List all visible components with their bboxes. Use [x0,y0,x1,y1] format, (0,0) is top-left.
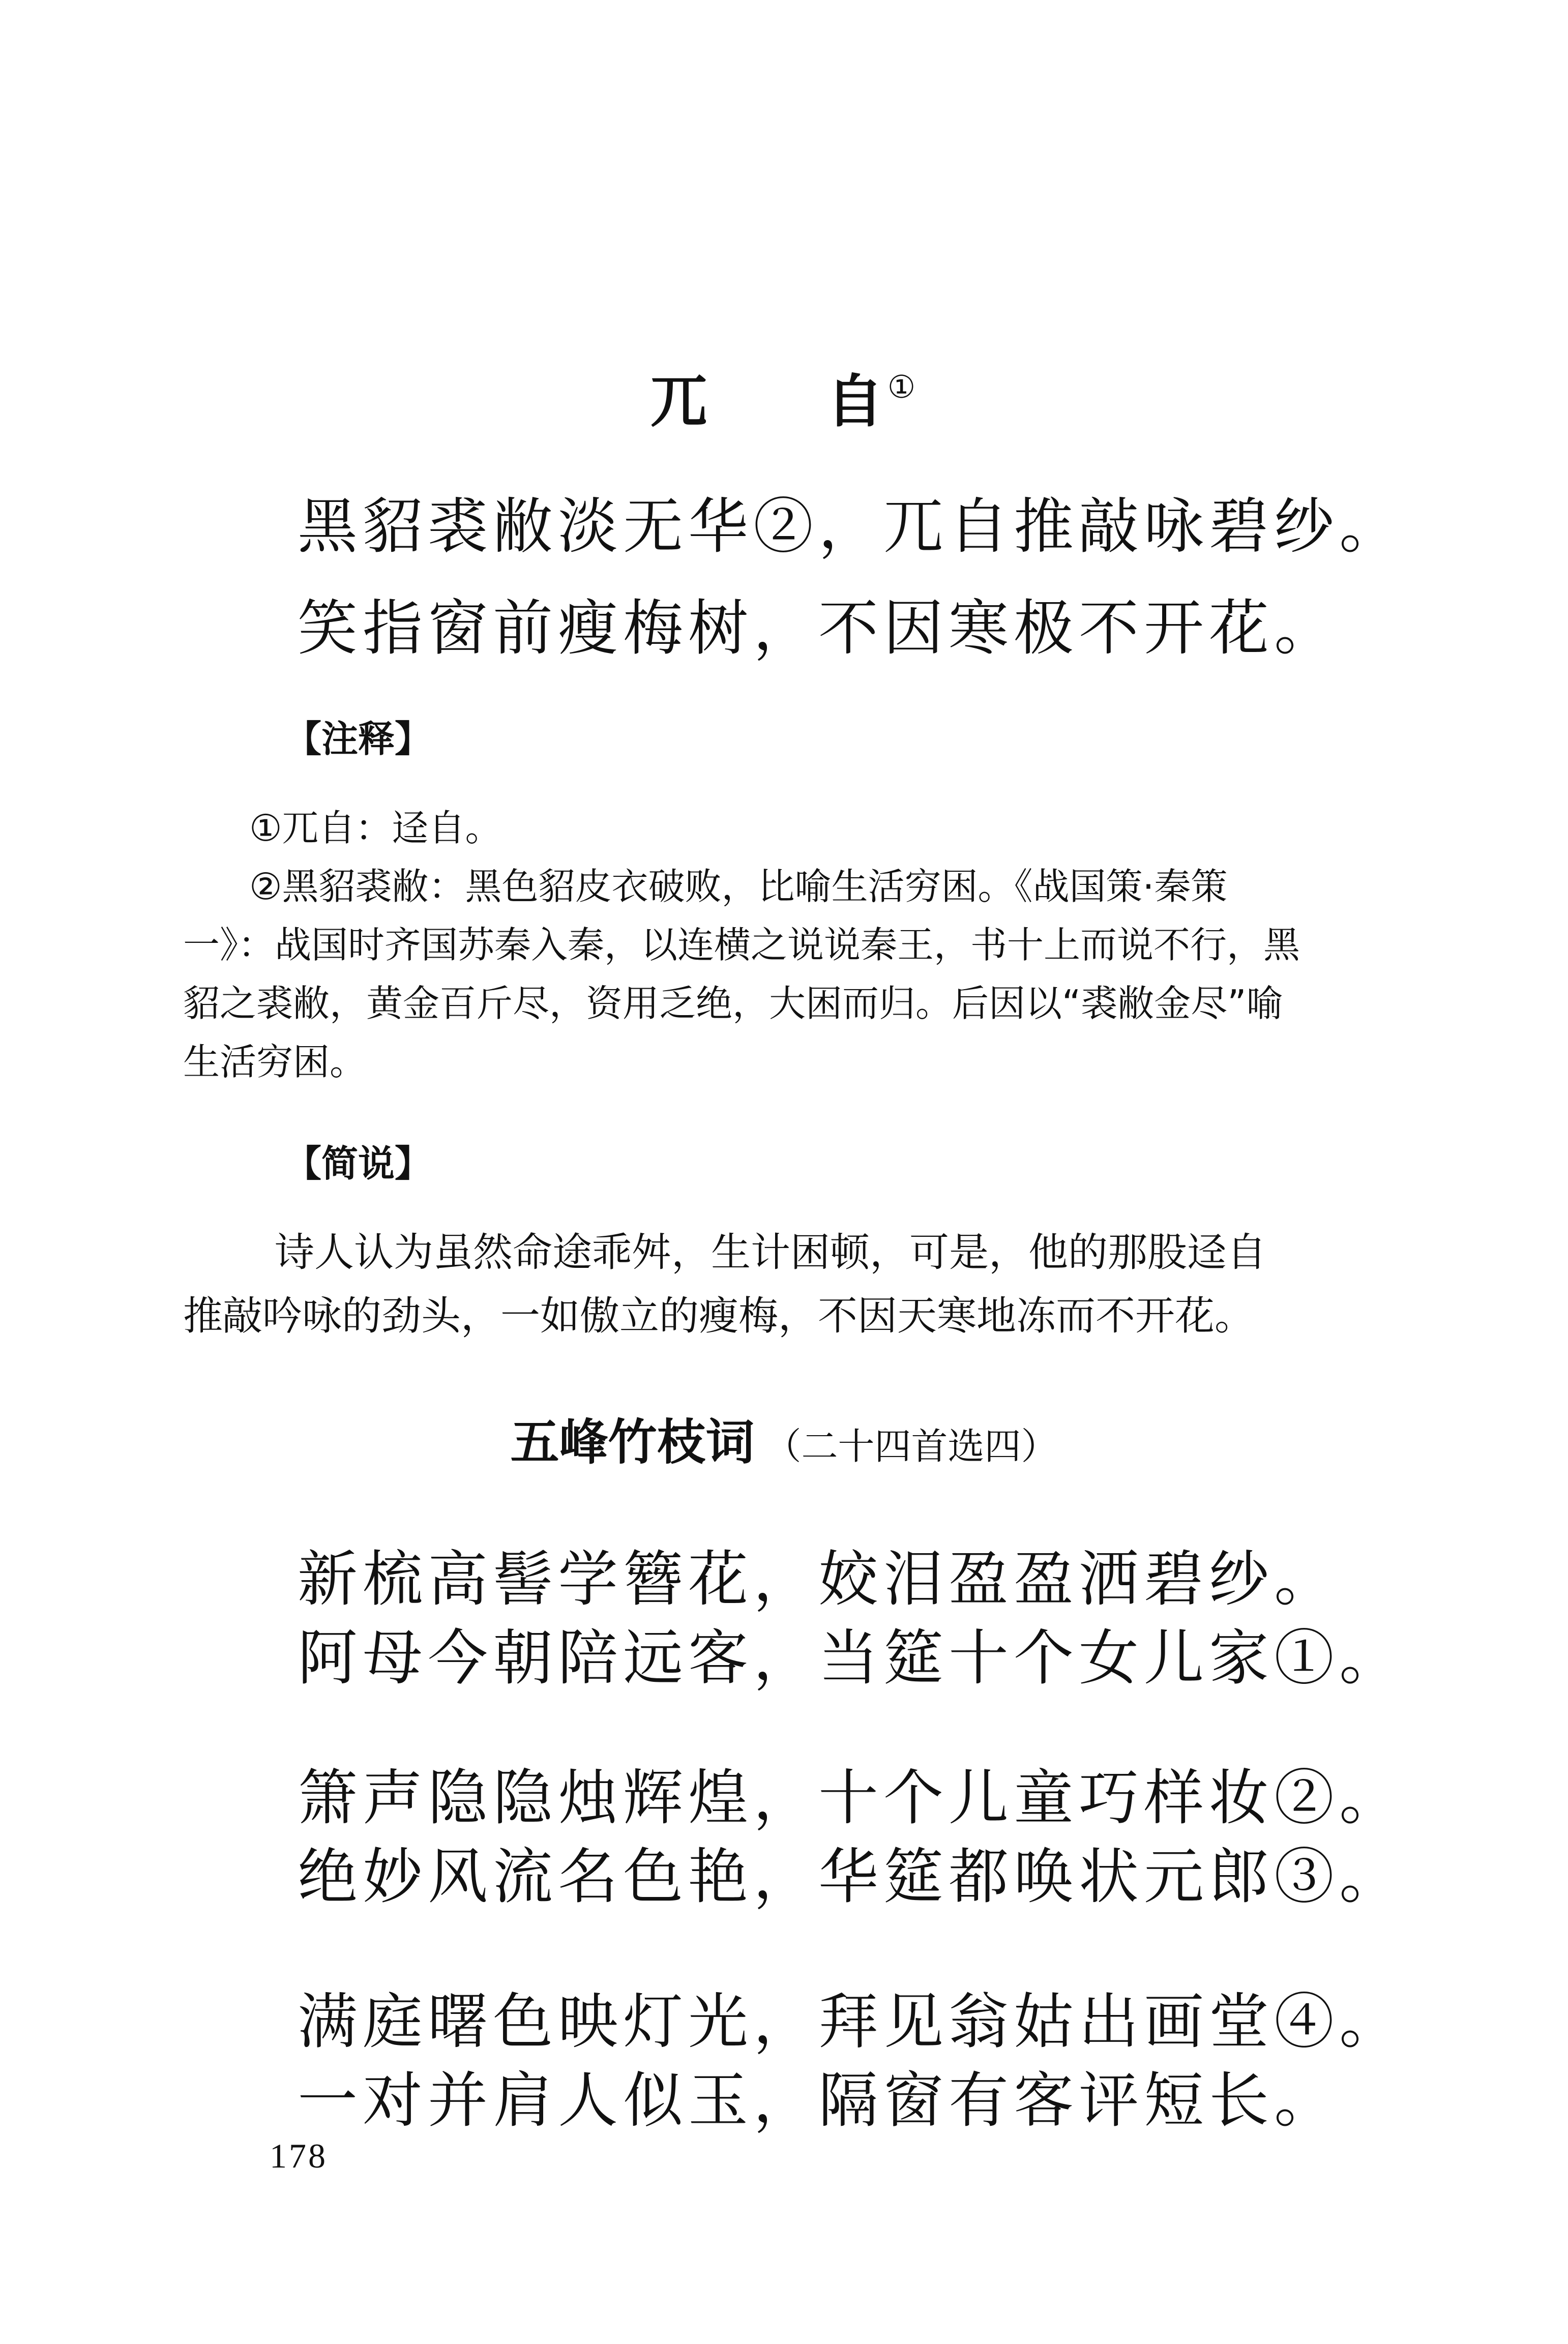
poem2-title [0,1404,1568,1473]
poem2-stanza2-line1: 箫声隐隐烛辉煌，十个儿童巧样妆②。 [298,1763,1405,1833]
note-2-line-4: 生活穷困。 [183,1041,367,1083]
poem1-line-2: 笑指窗前瘦梅树，不因寒极不开花。 [298,593,1340,663]
poem1-title [0,356,1568,438]
poem1-line-1: 黑貂裘敝淡无华②，兀自推敲咏碧纱。 [298,491,1405,561]
note-2-line-2: 一》：战国时齐国苏秦入秦，以连横之说说秦王，书十上而说不行，黑 [183,924,1300,966]
comment-heading: 【简说】 [285,1142,432,1185]
notes-heading: 【注释】 [285,718,432,760]
poem1-title-note-mark: ① [887,368,918,405]
note-2-line-3: 貂之裘敝，黄金百斤尽，资用乏绝，大困而归。后因以“裘敝金尽”喻 [183,982,1283,1025]
poem2-stanza1-line2: 阿母今朝陪远客，当筵十个女儿家①。 [298,1623,1405,1693]
comment-line-2: 推敲吟咏的劲头，一如傲立的瘦梅，不因天寒地冻而不开花。 [183,1293,1255,1339]
poem2-stanza2-line2: 绝妙风流名色艳，华筵都唤状元郎③。 [298,1842,1405,1912]
note-2-line-1: ②黑貂裘敝：黑色貂皮衣破败，比喻生活穷困。《战国策·秦策 [249,865,1228,908]
poem2-title-text: 五峰竹枝词 [510,1414,755,1471]
note-1: ①兀自：迳自。 [249,807,502,849]
poem2-stanza3-line1: 满庭曙色映灯光，拜见翁姑出画堂④。 [298,1986,1405,2057]
poem2-stanza1-line1: 新梳高髻学簪花，姣泪盈盈洒碧纱。 [298,1544,1340,1614]
comment-line-1: 诗人认为虽然命途乖舛，生计困顿，可是，他的那股迳自 [275,1230,1267,1275]
poem1-title-char-1: 兀 [650,369,709,435]
poem2-stanza3-line2: 一对并肩人似玉，隔窗有客评短长。 [298,2065,1340,2135]
poem2-subtitle: （二十四首选四） [764,1425,1058,1468]
poem1-title-char-2: 自 [826,369,885,435]
page-number: 178 [270,2137,328,2175]
